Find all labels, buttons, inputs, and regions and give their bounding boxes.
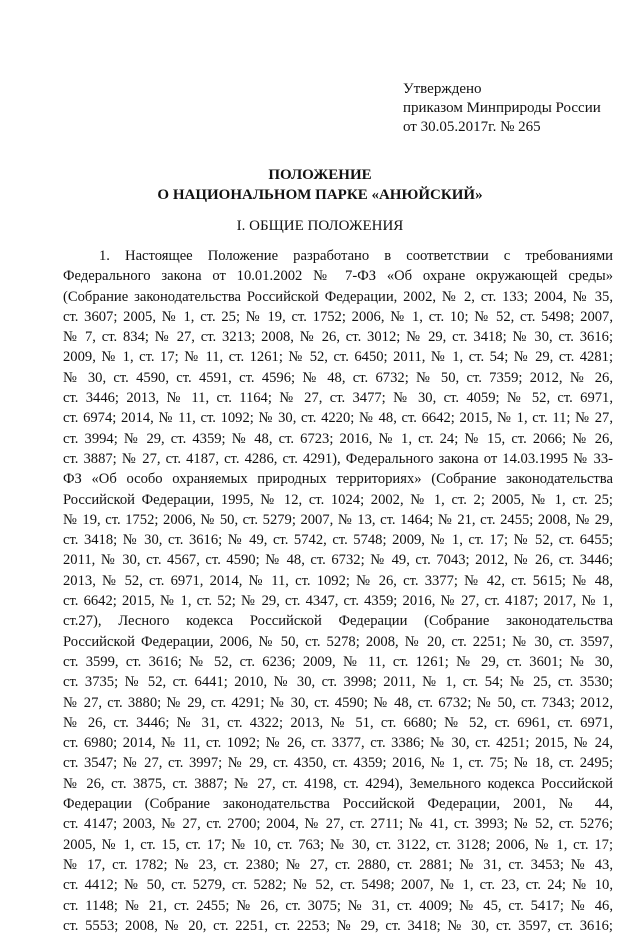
body-line: № 26, ст. 3875, ст. 3887; № 27, ст. 4198, ст. 4294), Земельного кодекса Российской	[63, 775, 613, 792]
body-line: Российской Федерации, 1995, № 12, ст. 1024; 2002, № 1, ст. 2; 2005, № 1, ст. 25;	[63, 491, 613, 508]
approval-line-approved: Утверждено	[403, 81, 482, 97]
body-line: 2011, № 30, ст. 4567, ст. 4590; № 48, ст. 6732; № 49, ст. 7043; 2012, № 26, ст. 3446;	[63, 552, 613, 569]
body-line: ст. 6642; 2015, № 1, ст. 52; № 29, ст. 4347, ст. 4359; 2016, № 27, ст. 4187; 2017, № 1,	[63, 593, 613, 610]
body-line: ст. 5553; 2008, № 20, ст. 2251, ст. 2253; № 29, ст. 3418; № 30, ст. 3597, ст. 3616;	[63, 917, 613, 934]
body-line: ст. 3446; 2013, № 11, ст. 1164; № 27, ст. 3477; № 30, ст. 4059; № 52, ст. 6971,	[63, 390, 613, 407]
title-line-2: О НАЦИОНАЛЬНОМ ПАРКЕ «АНЮЙСКИЙ»	[157, 187, 483, 203]
body-line: (Собрание законодательства Российской Федерации, 2002, № 2, ст. 133; 2004, № 35,	[63, 288, 613, 305]
section-heading: I. ОБЩИЕ ПОЛОЖЕНИЯ	[236, 218, 404, 234]
document-title	[0, 165, 640, 205]
body-line: № 27, ст. 3880; № 29, ст. 4291; № 30, ст. 4590; № 48, ст. 6732; № 50, ст. 7343; 2012,	[63, 694, 613, 711]
approval-stamp	[403, 80, 635, 137]
body-line: ст. 4412; № 50, ст. 5279, ст. 5282; № 52, ст. 5498; 2007, № 1, ст. 23, ст. 24; № 10,	[63, 877, 613, 894]
body-line: ст. 3994; № 29, ст. 4359; № 48, ст. 6723; 2016, № 1, ст. 24; № 15, ст. 2066; № 26,	[63, 430, 613, 447]
approval-line-date: от 30.05.2017г. № 265	[403, 119, 541, 135]
body-line: ст. 4147; 2003, № 27, ст. 2700; 2004, № 27, ст. 2711; № 41, ст. 3993; № 52, ст. 5276;	[63, 816, 613, 833]
body-line: № 26, ст. 3446; № 31, ст. 4322; 2013, № 51, ст. 6680; № 52, ст. 6961, ст. 6971,	[63, 714, 613, 731]
body-line: ст. 3735; № 52, ст. 6441; 2010, № 30, ст. 3998; 2011, № 1, ст. 54; № 25, ст. 3530;	[63, 674, 613, 691]
body-line: Российской Федерации, 2006, № 50, ст. 5278; 2008, № 20, ст. 2251; № 30, ст. 3597,	[63, 633, 613, 650]
body-paragraph	[63, 246, 613, 936]
body-line: ФЗ «Об особо охраняемых природных территориях» (Собрание законодательства	[63, 471, 613, 488]
body-line: ст.27), Лесного кодекса Российской Федерации (Собрание законодательства	[63, 613, 613, 630]
approval-line-order: приказом Минприроды России	[403, 100, 601, 116]
body-line: 1. Настоящее Положение разработано в соответствии с требованиями	[99, 248, 613, 264]
body-line: ст. 6974; 2014, № 11, ст. 1092; № 30, ст. 4220; № 48, ст. 6642; 2015, № 1, ст. 11; № 27,	[63, 410, 613, 427]
body-line: ст. 1148; № 21, ст. 2455; № 26, ст. 3075; № 31, ст. 4009; № 45, ст. 5417; № 46,	[63, 897, 613, 914]
body-line: Федерального закона от 10.01.2002 № 7-ФЗ «Об охране окружающей среды»	[63, 268, 613, 285]
body-line: ст. 3599, ст. 3616; № 52, ст. 6236; 2009, № 11, ст. 1261; № 29, ст. 3601; № 30,	[63, 653, 613, 670]
body-line: № 17, ст. 1782; № 23, ст. 2380; № 27, ст. 2880, ст. 2881; № 31, ст. 3453; № 43,	[63, 856, 613, 873]
body-line: 2005, № 1, ст. 15, ст. 17; № 10, ст. 763; № 30, ст. 3122, ст. 3128; 2006, № 1, ст. 17;	[63, 836, 613, 853]
body-line: 2009, № 1, ст. 17; № 11, ст. 1261; № 52, ст. 6450; 2011, № 1, ст. 54; № 29, ст. 4281;	[63, 349, 613, 366]
body-line: ст. 3887; № 27, ст. 4187, ст. 4286, ст. 4291), Федерального закона от 14.03.1995 № 33-	[63, 450, 613, 467]
body-line: Федерации (Собрание законодательства Российской Федерации, 2001, № 44,	[63, 796, 613, 813]
body-line: № 7, ст. 834; № 27, ст. 3213; 2008, № 26, ст. 3012; № 29, ст. 3418; № 30, ст. 3616;	[63, 329, 613, 346]
body-line: ст. 6980; 2014, № 11, ст. 1092; № 26, ст. 3377, ст. 3386; № 30, ст. 4251; 2015, № 24,	[63, 735, 613, 752]
body-line: № 30, ст. 4590, ст. 4591, ст. 4596; № 48, ст. 6732; № 50, ст. 7359; 2012, № 26,	[63, 369, 613, 386]
title-line-1: ПОЛОЖЕНИЕ	[268, 167, 372, 183]
body-line: ст. 3418; № 30, ст. 3616; № 49, ст. 5742, ст. 5748; 2009, № 1, ст. 17; № 52, ст. 6455;	[63, 532, 613, 549]
body-line: 2013, № 52, ст. 6971, 2014, № 11, ст. 1092; № 26, ст. 3377; № 42, ст. 5615; № 48,	[63, 572, 613, 589]
body-line: № 19, ст. 1752; 2006, № 50, ст. 5279; 2007, № 13, ст. 1464; № 21, ст. 2455; 2008, № 29,	[63, 511, 613, 528]
body-line: ст. 3607; 2005, № 1, ст. 25; № 19, ст. 1752; 2006, № 1, ст. 10; № 52, ст. 5498; 2007,	[63, 308, 613, 325]
body-line: ст. 3547; № 27, ст. 3997; № 29, ст. 4350, ст. 4359; 2016, № 1, ст. 75; № 18, ст. 2495;	[63, 755, 613, 772]
